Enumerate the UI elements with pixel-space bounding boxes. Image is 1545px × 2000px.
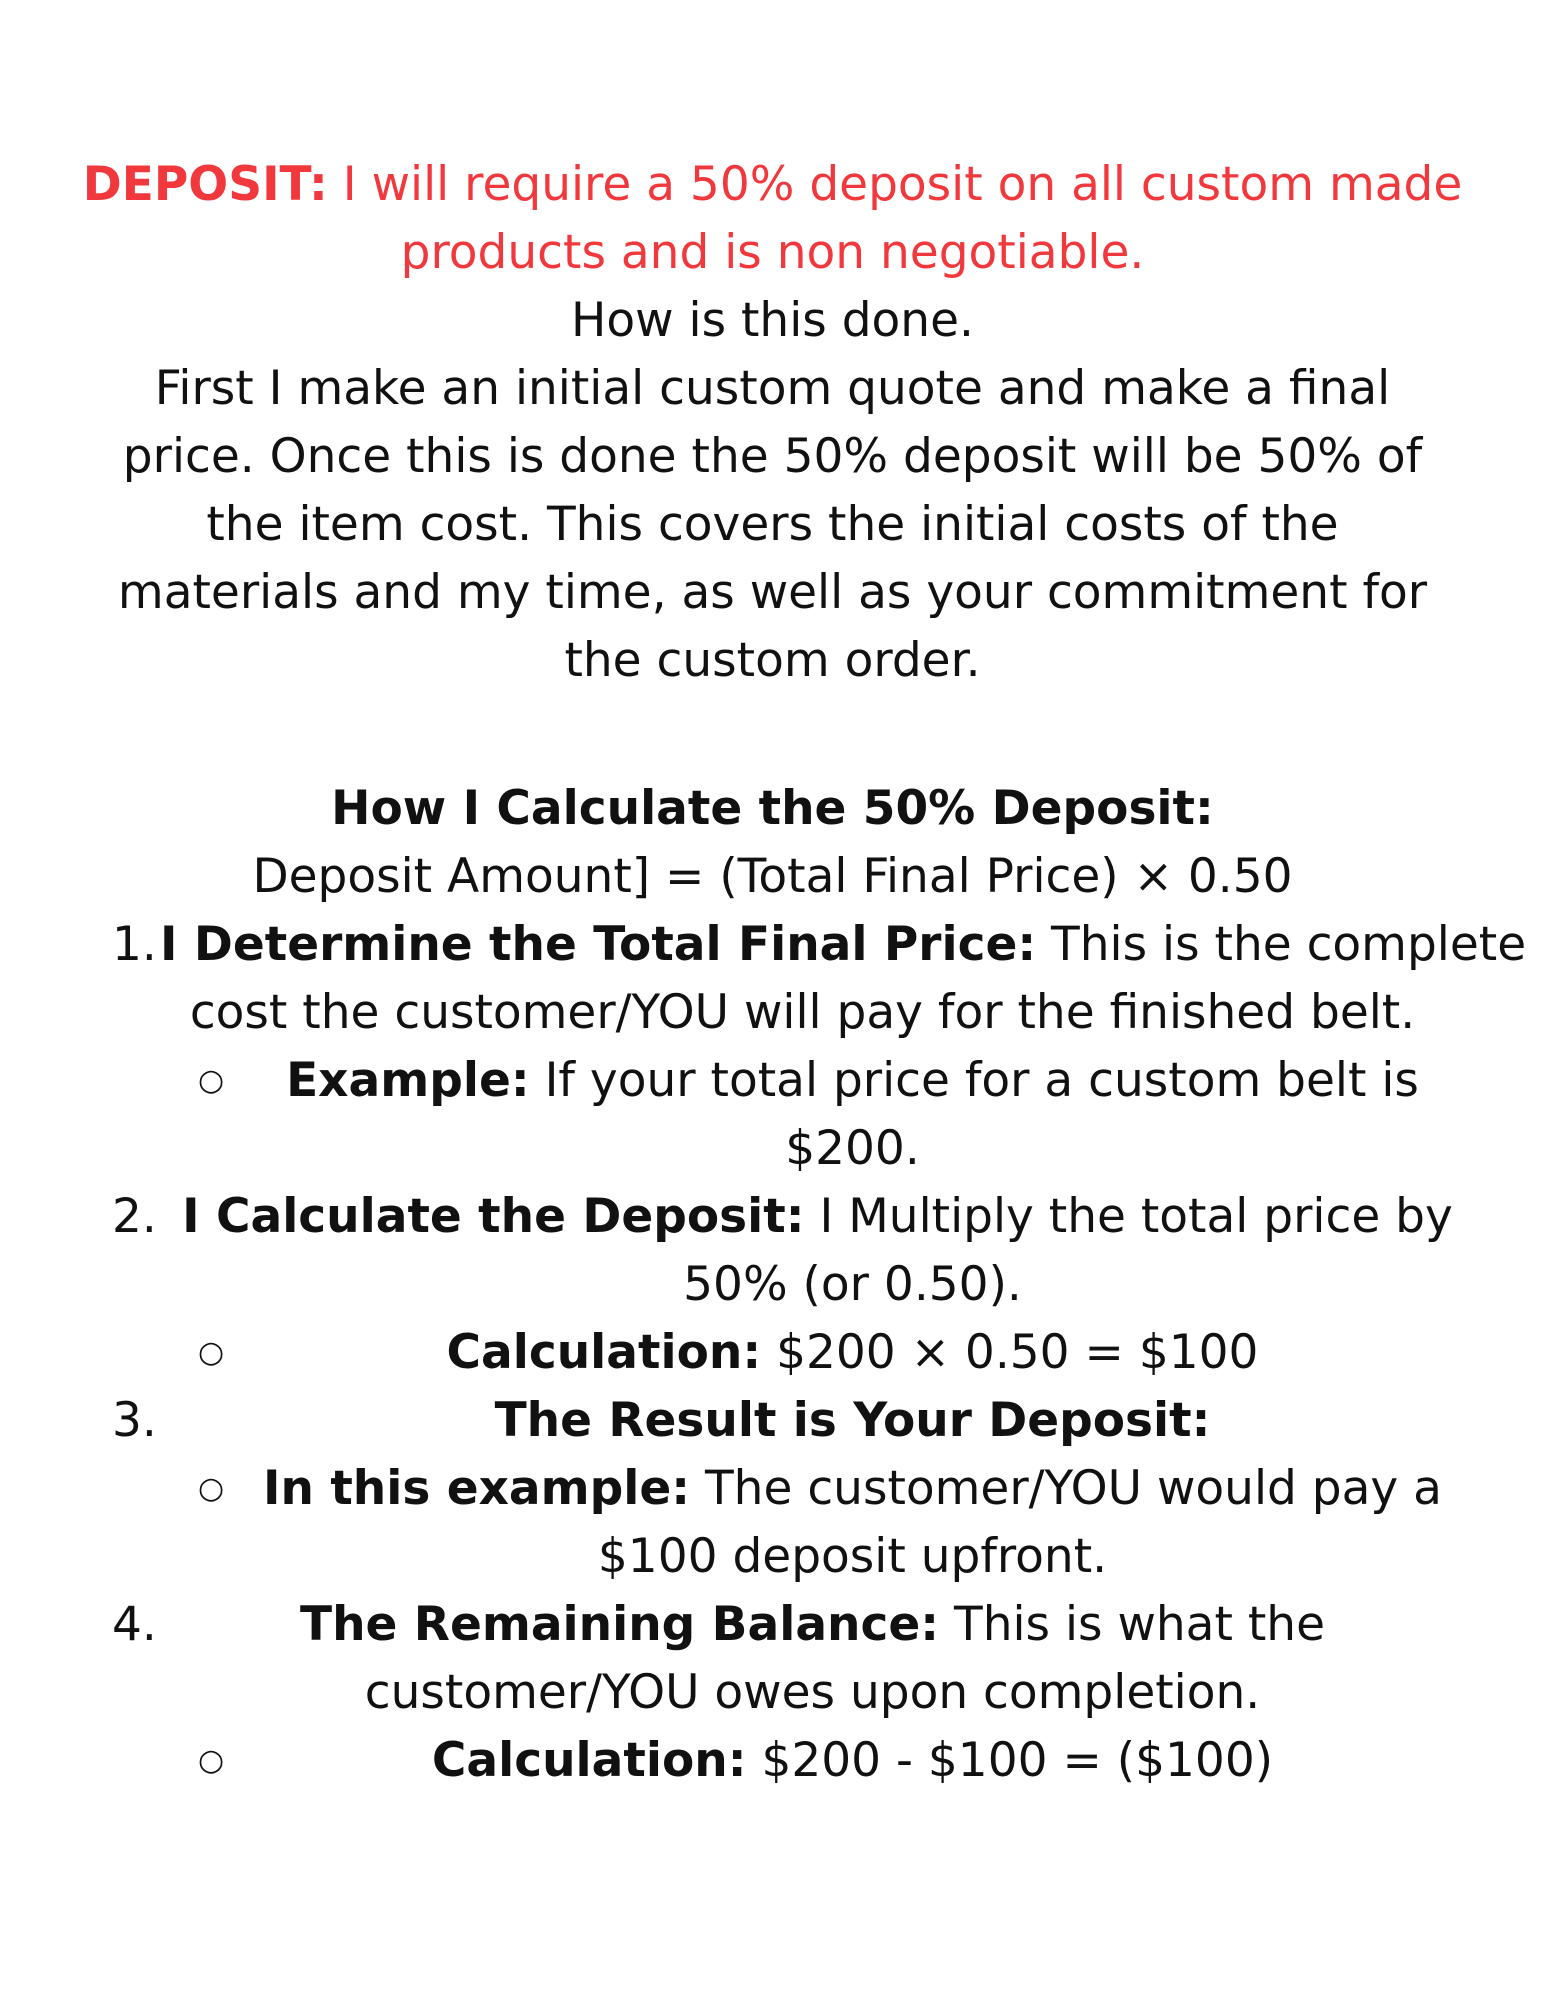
step-4-number: 4. (112, 1597, 157, 1652)
step-4-line-2: customer/YOU owes upon completion. (364, 1665, 1261, 1720)
intro-line-4: materials and my time, as well as your commitment for (117, 565, 1428, 620)
step-2-number: 2. (112, 1189, 157, 1244)
step-2-sub-text: $200 × 0.50 = $100 (761, 1325, 1259, 1380)
step-4-text: This is what the (939, 1597, 1325, 1652)
intro-line-1: First I make an initial custom quote and make a final (154, 361, 1391, 416)
step-4-label: The Remaining Balance: (300, 1597, 940, 1652)
step-1-text: This is the complete (1036, 917, 1527, 972)
step-1-sub-text: If your total price for a custom belt is (529, 1053, 1419, 1108)
step-1-line-1 (160, 910, 1526, 980)
step-1-sub-line-1 (80, 1046, 1545, 1116)
calc-title-text: How I Calculate the 50% Deposit: (331, 781, 1214, 836)
deposit-notice-line-1 (0, 150, 1545, 220)
step-3-sub-line-2: $100 deposit upfront. (597, 1529, 1108, 1584)
step-4-sub-line-1 (80, 1726, 1545, 1796)
step-4-sub-bullet: ○ (198, 1743, 225, 1778)
intro-line-2: price. Once this is done the 50% deposit will be 50% of (122, 429, 1423, 484)
step-2-line-1 (45, 1182, 1545, 1252)
step-3-sub-text: The customer/YOU would pay a (690, 1461, 1442, 1516)
step-3-sub-bullet: ○ (198, 1471, 225, 1506)
step-4-line-1 (40, 1590, 1545, 1660)
step-1-sub-label: Example: (286, 1053, 530, 1108)
step-2-sub-label: Calculation: (446, 1325, 762, 1380)
intro-line-5: the custom order. (564, 633, 981, 688)
step-2-line-2: 50% (or 0.50). (683, 1257, 1022, 1312)
step-3-label: The Result is Your Deposit: (494, 1393, 1211, 1448)
step-4-sub-text: $200 - $100 = ($100) (746, 1733, 1274, 1788)
step-1-sub-line-2: $200. (785, 1121, 920, 1176)
step-3-number: 3. (112, 1393, 157, 1448)
intro-heading: How is this done. (571, 293, 974, 348)
step-1-number: 1. (112, 917, 157, 972)
step-2-sub-bullet: ○ (198, 1335, 225, 1370)
deposit-formula: Deposit Amount] = (Total Final Price) × 0.50 (252, 849, 1293, 904)
deposit-notice-text: I will require a 50% deposit on all custom made (327, 157, 1463, 212)
step-1-label: I Determine the Total Final Price: (160, 917, 1037, 972)
step-1-sub-bullet: ○ (198, 1063, 225, 1098)
step-3-sub-label: In this example: (263, 1461, 691, 1516)
step-2-text: I Multiply the total price by (804, 1189, 1453, 1244)
deposit-label: DEPOSIT: (82, 157, 328, 212)
calc-section-title (0, 774, 1545, 844)
step-1-line-2: cost the customer/YOU will pay for the finished belt. (189, 985, 1416, 1040)
step-3-sub-line-1 (80, 1454, 1545, 1524)
step-3-line-1 (80, 1386, 1545, 1456)
deposit-notice-line-2: products and is non negotiable. (400, 225, 1145, 280)
intro-line-3: the item cost. This covers the initial costs of the (206, 497, 1339, 552)
step-4-sub-label: Calculation: (431, 1733, 747, 1788)
step-2-sub-line-1 (80, 1318, 1545, 1388)
step-2-label: I Calculate the Deposit: (182, 1189, 805, 1244)
